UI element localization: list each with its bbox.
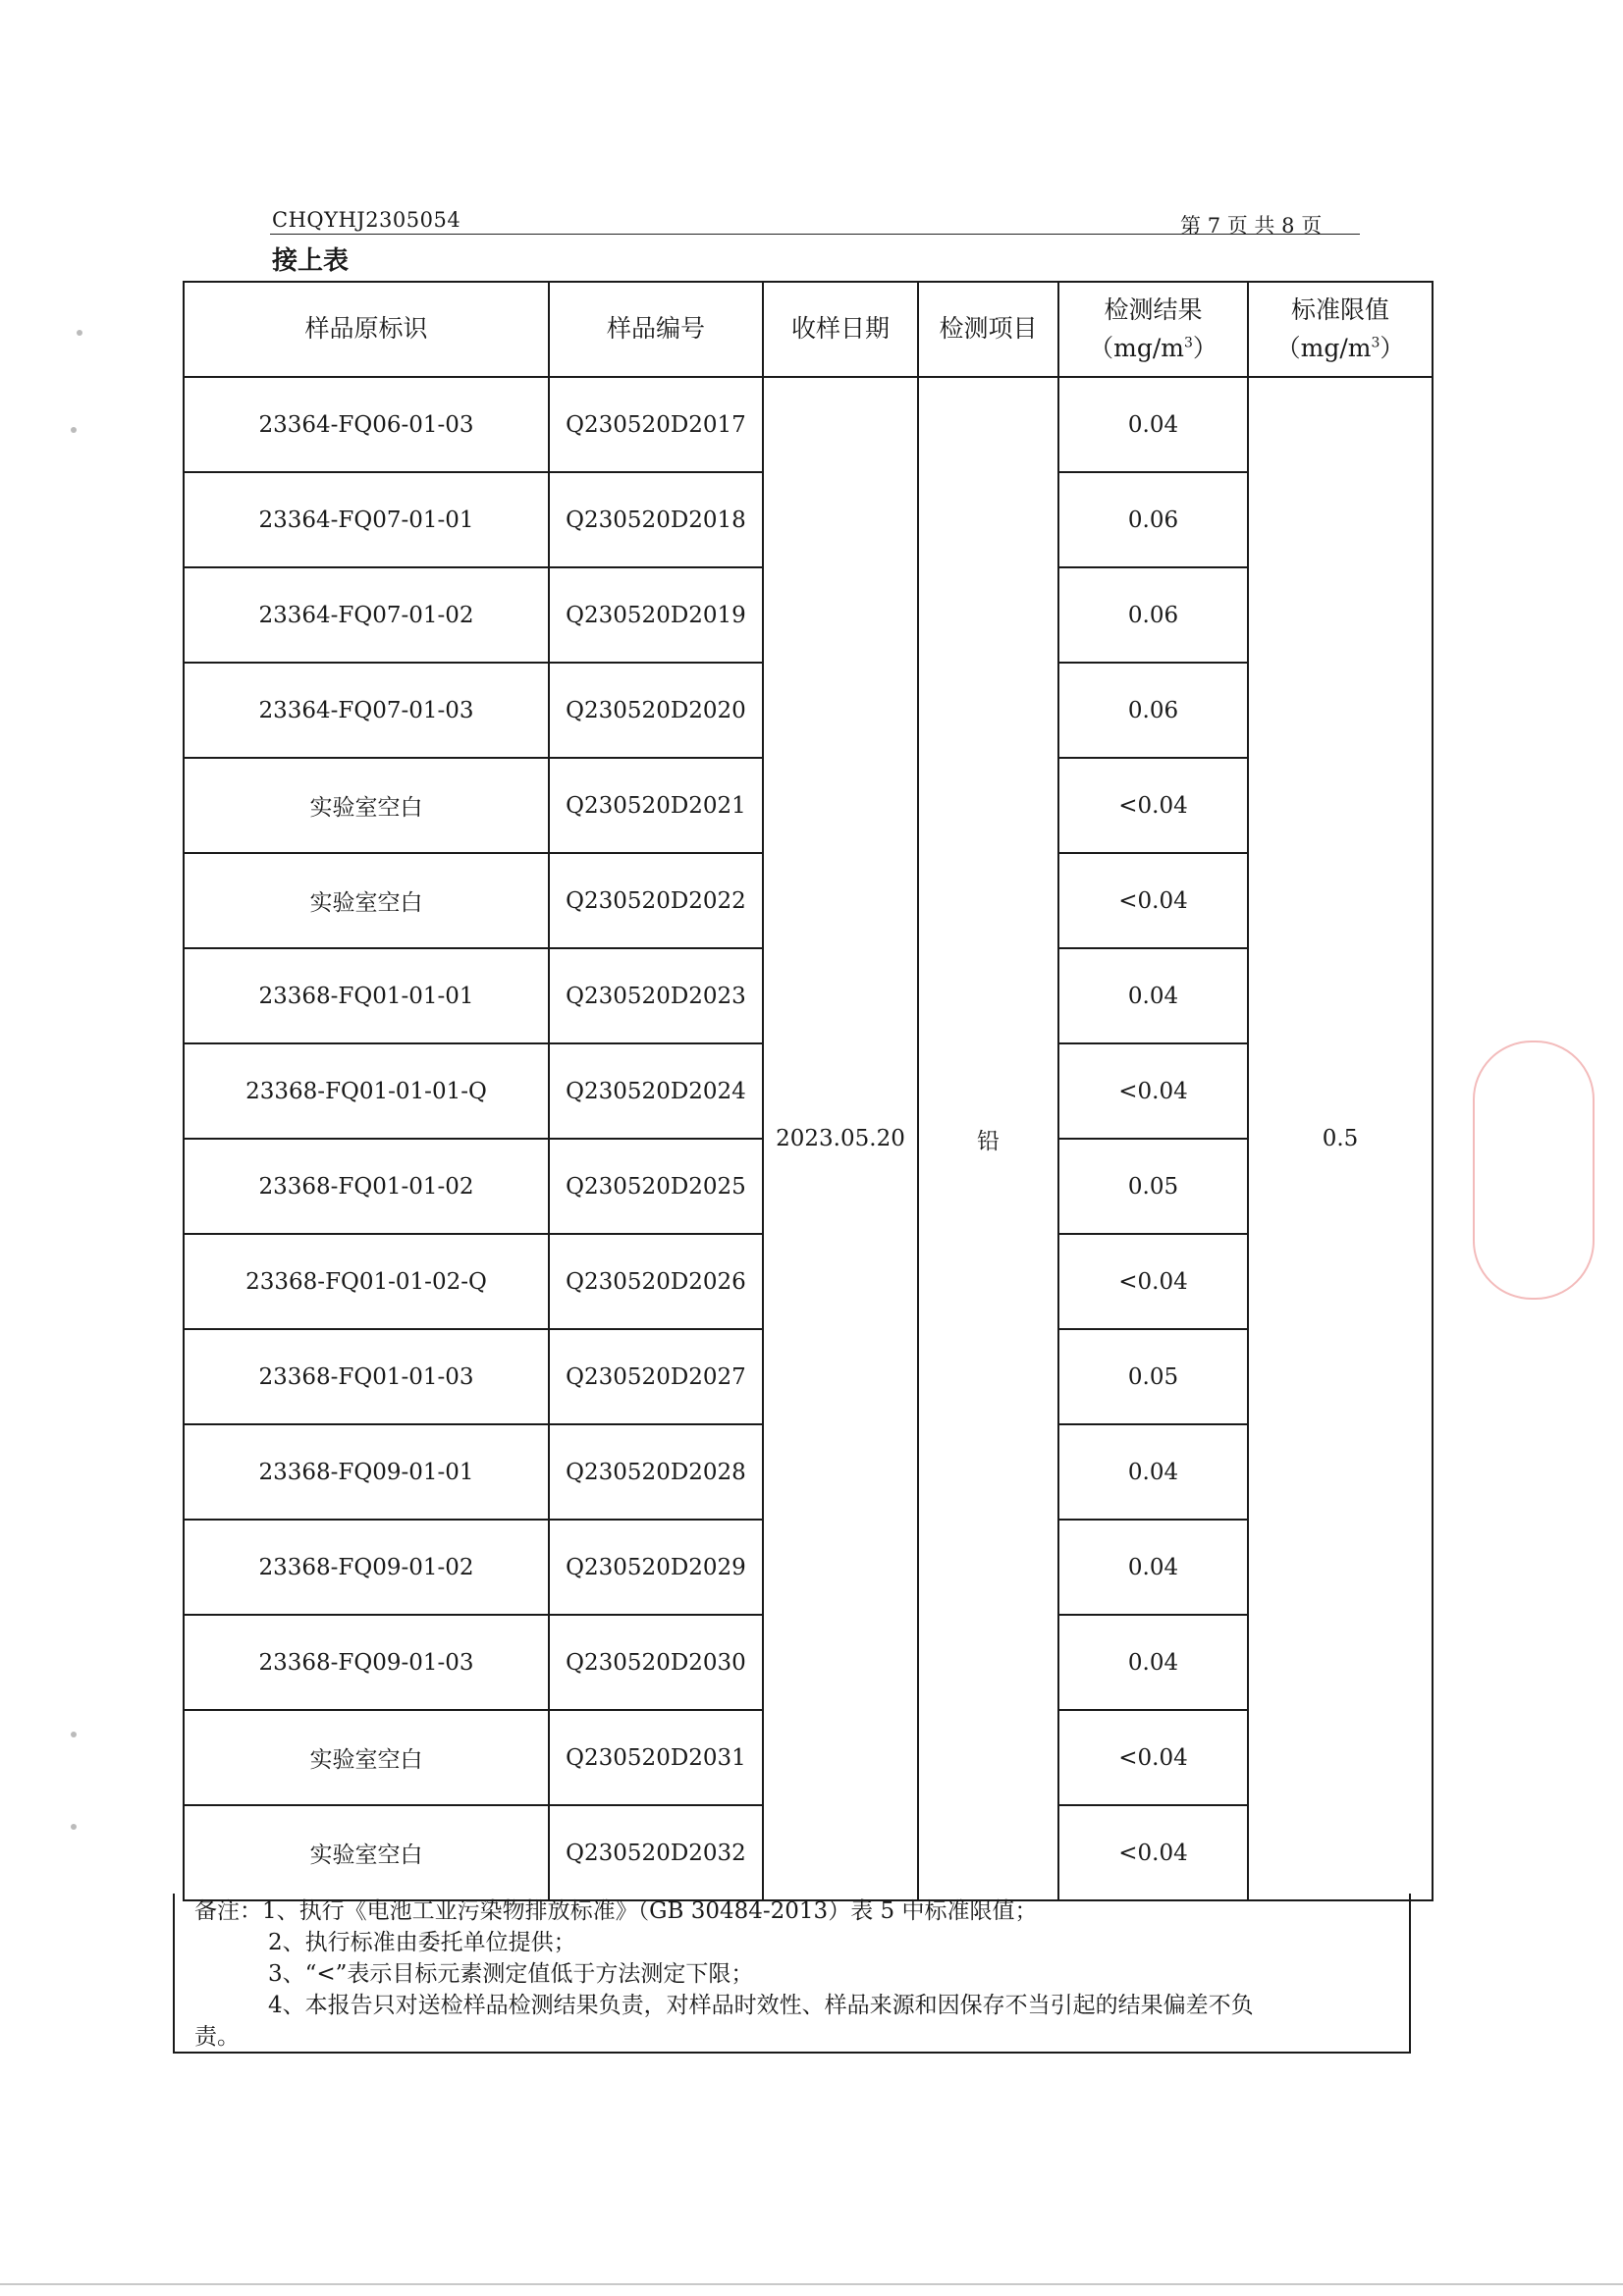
remark-line-4: 4、本报告只对送检样品检测结果负责，对样品时效性、样品来源和因保存不当引起的结果偏差不负 bbox=[268, 1993, 1254, 2018]
header-limit-label: 标准限值 bbox=[1290, 294, 1389, 324]
sample-no-cell: Q230520D2021 bbox=[549, 758, 763, 853]
page-mid: 页 共 bbox=[1226, 214, 1275, 238]
header-limit-unit: $(mg/m^3)$ bbox=[1275, 333, 1405, 362]
page-current: 7 bbox=[1207, 214, 1221, 238]
sample-id-cell: 实验室空白 bbox=[184, 758, 549, 853]
result-cell: 0.04 bbox=[1058, 1520, 1248, 1615]
sample-no-cell: Q230520D2020 bbox=[549, 663, 763, 758]
report-number: CHQYHJ2305054 bbox=[272, 208, 461, 232]
result-cell: <0.04 bbox=[1058, 1710, 1248, 1805]
page-bottom-edge bbox=[0, 2283, 1623, 2285]
result-cell: <0.04 bbox=[1058, 853, 1248, 948]
sample-id-cell: 23368-FQ01-01-02 bbox=[184, 1139, 549, 1234]
scan-mark bbox=[71, 1824, 77, 1830]
sample-no-cell: Q230520D2029 bbox=[549, 1520, 763, 1615]
header-result-unit: $(mg/m^3)$ bbox=[1089, 333, 1217, 362]
sample-no-cell: Q230520D2032 bbox=[549, 1805, 763, 1900]
table-row bbox=[184, 377, 1433, 472]
header-divider bbox=[270, 234, 1360, 235]
table-header-row bbox=[184, 282, 1433, 377]
result-cell: <0.04 bbox=[1058, 1043, 1248, 1139]
sample-no-cell: Q230520D2022 bbox=[549, 853, 763, 948]
scan-mark bbox=[71, 427, 77, 433]
sample-id-cell: 23368-FQ01-01-01-Q bbox=[184, 1043, 549, 1139]
page-total: 8 bbox=[1281, 214, 1295, 238]
page-suffix: 页 bbox=[1301, 214, 1323, 238]
remark-line-2: 2、执行标准由委托单位提供； bbox=[268, 1930, 576, 1955]
sample-no-cell: Q230520D2023 bbox=[549, 948, 763, 1043]
result-cell: <0.04 bbox=[1058, 1234, 1248, 1329]
remarks-box bbox=[173, 1894, 1411, 2054]
header-item: 检测项目 bbox=[918, 282, 1058, 377]
page-prefix: 第 bbox=[1180, 214, 1201, 238]
sample-no-cell: Q230520D2030 bbox=[549, 1615, 763, 1710]
sample-id-cell: 23368-FQ01-01-02-Q bbox=[184, 1234, 549, 1329]
sample-no-cell: Q230520D2025 bbox=[549, 1139, 763, 1234]
sample-id-cell: 23368-FQ09-01-02 bbox=[184, 1520, 549, 1615]
result-cell: 0.06 bbox=[1058, 472, 1248, 567]
sample-id-cell: 23364-FQ07-01-02 bbox=[184, 567, 549, 663]
header-sample-id: 样品原标识 bbox=[184, 282, 549, 377]
seal-stamp bbox=[1473, 1041, 1595, 1300]
result-cell: 0.04 bbox=[1058, 1424, 1248, 1520]
test-item-cell: 铅 bbox=[918, 377, 1058, 1900]
result-cell: 0.04 bbox=[1058, 1615, 1248, 1710]
header-sample-no: 样品编号 bbox=[549, 282, 763, 377]
result-cell: <0.04 bbox=[1058, 1805, 1248, 1900]
header-result bbox=[1058, 282, 1248, 377]
sampling-date-cell: 2023.05.20 bbox=[763, 377, 918, 1900]
result-cell: 0.06 bbox=[1058, 663, 1248, 758]
sample-no-cell: Q230520D2028 bbox=[549, 1424, 763, 1520]
remark-line-5: 责。 bbox=[194, 2024, 240, 2050]
result-cell: 0.04 bbox=[1058, 948, 1248, 1043]
sample-id-cell: 23364-FQ06-01-03 bbox=[184, 377, 549, 472]
sample-id-cell: 23364-FQ07-01-03 bbox=[184, 663, 549, 758]
sample-id-cell: 23364-FQ07-01-01 bbox=[184, 472, 549, 567]
sample-no-cell: Q230520D2027 bbox=[549, 1329, 763, 1424]
scan-mark bbox=[71, 1732, 77, 1737]
result-cell: 0.06 bbox=[1058, 567, 1248, 663]
remark-line-1: 备注：1、执行《电池工业污染物排放标准》（GB 30484-2013）表 5 中标准限值； bbox=[194, 1898, 1038, 1924]
sample-id-cell: 23368-FQ09-01-03 bbox=[184, 1615, 549, 1710]
result-cell: 0.05 bbox=[1058, 1139, 1248, 1234]
limit-cell: 0.5 bbox=[1248, 377, 1433, 1900]
sample-id-cell: 实验室空白 bbox=[184, 1805, 549, 1900]
page-indicator bbox=[1180, 210, 1322, 240]
continued-label: 接上表 bbox=[272, 246, 350, 276]
scan-mark bbox=[77, 330, 82, 336]
results-table bbox=[183, 281, 1434, 1901]
sample-id-cell: 实验室空白 bbox=[184, 1710, 549, 1805]
sample-no-cell: Q230520D2017 bbox=[549, 377, 763, 472]
sample-no-cell: Q230520D2024 bbox=[549, 1043, 763, 1139]
sample-no-cell: Q230520D2026 bbox=[549, 1234, 763, 1329]
sample-no-cell: Q230520D2018 bbox=[549, 472, 763, 567]
sample-id-cell: 实验室空白 bbox=[184, 853, 549, 948]
sample-id-cell: 23368-FQ01-01-03 bbox=[184, 1329, 549, 1424]
sample-id-cell: 23368-FQ01-01-01 bbox=[184, 948, 549, 1043]
remark-line-3: 3、“<”表示目标元素测定值低于方法测定下限； bbox=[268, 1961, 754, 1987]
result-cell: 0.05 bbox=[1058, 1329, 1248, 1424]
result-cell: 0.04 bbox=[1058, 377, 1248, 472]
header-date: 收样日期 bbox=[763, 282, 918, 377]
header-result-label: 检测结果 bbox=[1104, 294, 1203, 324]
result-cell: <0.04 bbox=[1058, 758, 1248, 853]
sample-no-cell: Q230520D2019 bbox=[549, 567, 763, 663]
sample-id-cell: 23368-FQ09-01-01 bbox=[184, 1424, 549, 1520]
sample-no-cell: Q230520D2031 bbox=[549, 1710, 763, 1805]
header-limit bbox=[1248, 282, 1433, 377]
